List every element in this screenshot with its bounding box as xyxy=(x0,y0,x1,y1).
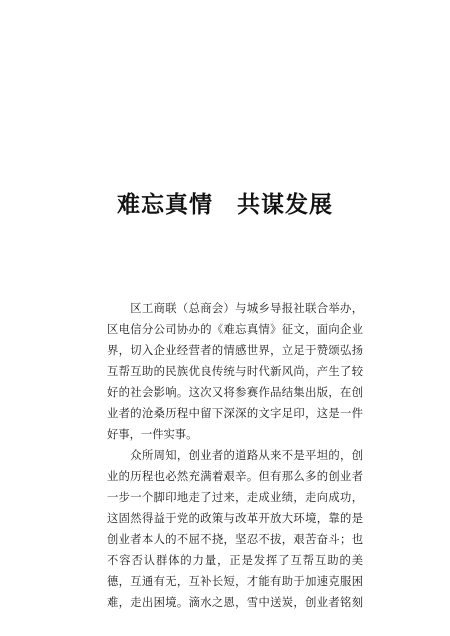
text-line: 德，互通有无，互补长短，才能有助于加速克服困 xyxy=(107,575,363,588)
text-line: 好的社会影响。这次又将参赛作品结集出版，在创 xyxy=(107,386,363,399)
text-line: 众所周知，创业者的道路从来不是平坦的，创 xyxy=(107,449,363,462)
text-line: 界，切入企业经营者的情感世界，立足于赞颂弘扬 xyxy=(107,344,363,357)
text-line: 业的历程也必然充满着艰辛。但有那么多的创业者 xyxy=(107,470,363,483)
text-line: 创业者本人的不屈不挠，坚忍不拔，艰苦奋斗；也 xyxy=(107,533,363,546)
text-line: 区电信分公司协办的《难忘真情》征文，面向企业 xyxy=(107,323,363,336)
page-title: 难忘真情 共谋发展 xyxy=(117,192,333,218)
text-line: 区工商联（总商会）与城乡导报社联合举办， xyxy=(107,302,363,315)
text-line: 不容否认群体的力量，正是发挥了互帮互助的美 xyxy=(107,554,363,567)
text-line: 业者的沧桑历程中留下深深的文字足印，这是一件 xyxy=(107,407,363,420)
body-text xyxy=(107,298,363,613)
text-line: 好事，一件实事。 xyxy=(107,428,198,441)
text-line: 互帮互助的民族优良传统与时代新风尚，产生了较 xyxy=(107,365,363,378)
text-line: 这固然得益于党的政策与改革开放大环境，靠的是 xyxy=(107,512,363,525)
text-line: 难，走出困境。滴水之恩，雪中送炭，创业者铭刻 xyxy=(107,596,363,609)
text-line: 一步一个脚印地走了过来，走成业绩，走向成功， xyxy=(107,491,363,504)
